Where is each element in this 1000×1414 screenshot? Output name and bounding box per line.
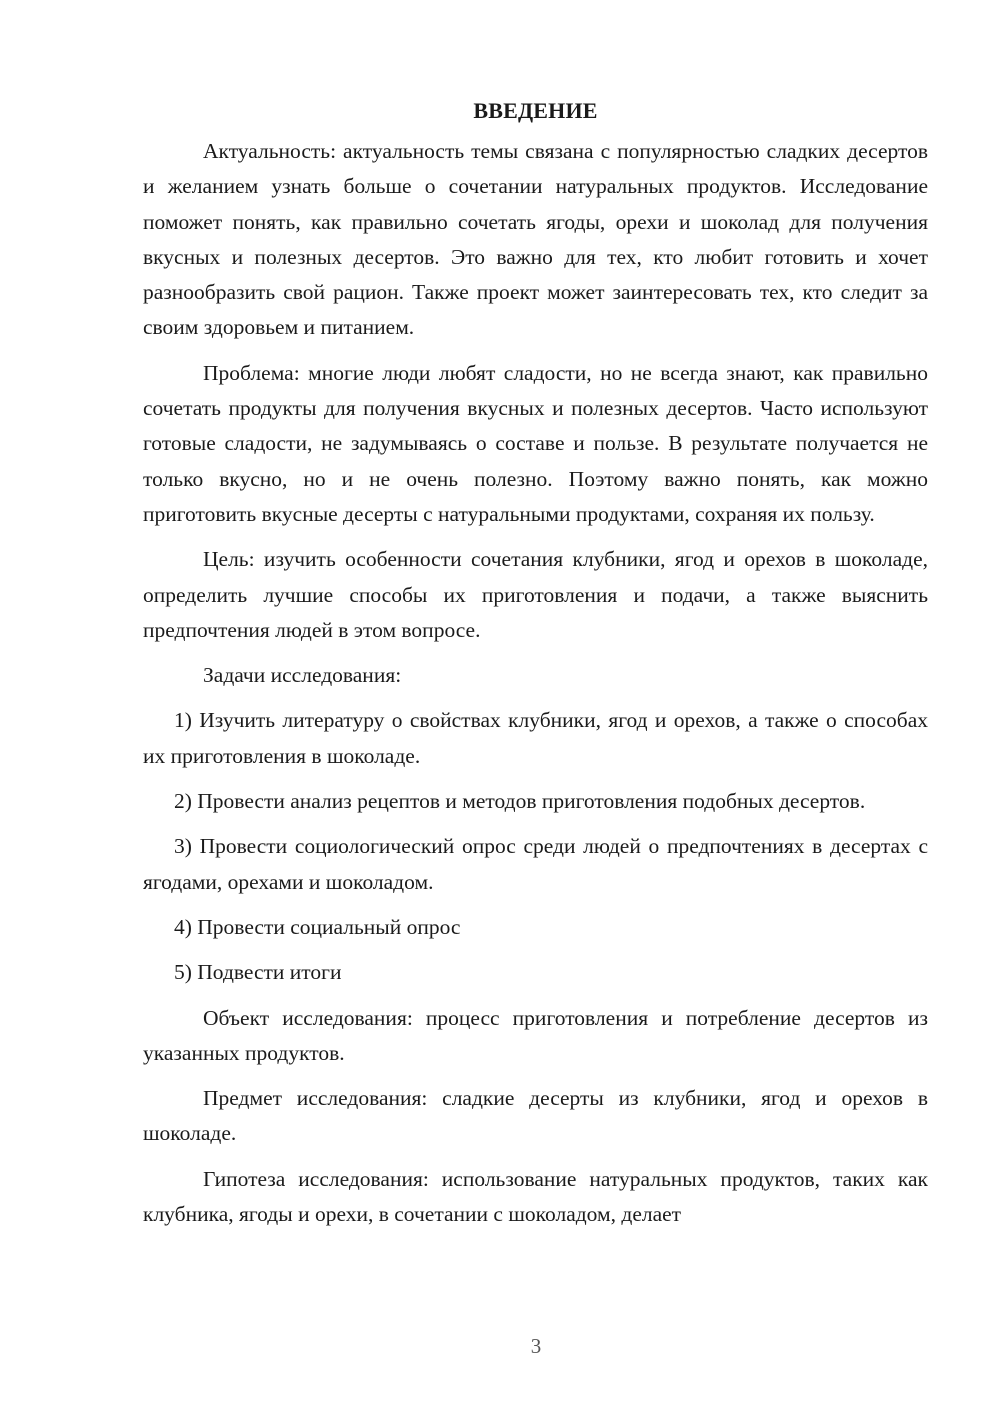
tasks-title: Задачи исследования: — [203, 663, 402, 688]
task-item: 3) Провести социологический опрос среди людей о предпочтениях в десертах с ягодами, орехами и шоколадом. — [143, 834, 928, 894]
goal-paragraph: Цель: изучить особенности сочетания клубники, ягод и орехов в шоколаде, определить лучшие способы их приготовления и подачи, а также выяснить предпочтения людей в этом вопросе. — [143, 547, 928, 642]
task-item: 5) Подвести итоги — [174, 960, 342, 985]
task-item: 4) Провести социальный опрос — [174, 914, 461, 939]
task-item: 1) Изучить литературу о свойствах клубники, ягод и орехов, а также о способах их приготовления в шоколаде. — [143, 708, 928, 768]
object-paragraph: Объект исследования: процесс приготовления и потребление десертов из указанных продуктов. — [143, 1005, 928, 1065]
page-heading: ВВЕДЕНИЕ — [473, 98, 598, 123]
page-content — [143, 94, 928, 1242]
problem-paragraph: Проблема: многие люди любят сладости, но не всегда знают, как правильно сочетать продукты для получения вкусных и полезных десертов. Часто используют готовые сладости, не задумываясь о составе и пользе. В результате получается не только вкусно, но и не очень полезно. Поэтому важно понять, как можно приготовить вкусные десерты с натуральными продуктами, сохраняя их пользу. — [143, 360, 928, 526]
relevance-paragraph: Актуальность: актуальность темы связана с популярностью сладких десертов и желанием узнать больше о сочетании натуральных продуктов. Исследование поможет понять, как правильно сочетать ягоды, орехи и шоколад для получения вкусных и полезных десертов. Это важно для тех, кто любит готовить и хочет разнообразить свой рацион. Также проект может заинтересовать тех, кто следит за своим здоровьем и питанием. — [143, 139, 928, 340]
subject-paragraph: Предмет исследования: сладкие десерты из клубники, ягод и орехов в шоколаде. — [143, 1086, 928, 1146]
page-number: 3 — [530, 1334, 542, 1358]
task-item: 2) Провести анализ рецептов и методов приготовления подобных десертов. — [174, 789, 866, 814]
hypothesis-paragraph: Гипотеза исследования: использование натуральных продуктов, таких как клубника, ягоды и орехи, в сочетании с шоколадом, делает — [143, 1166, 928, 1227]
